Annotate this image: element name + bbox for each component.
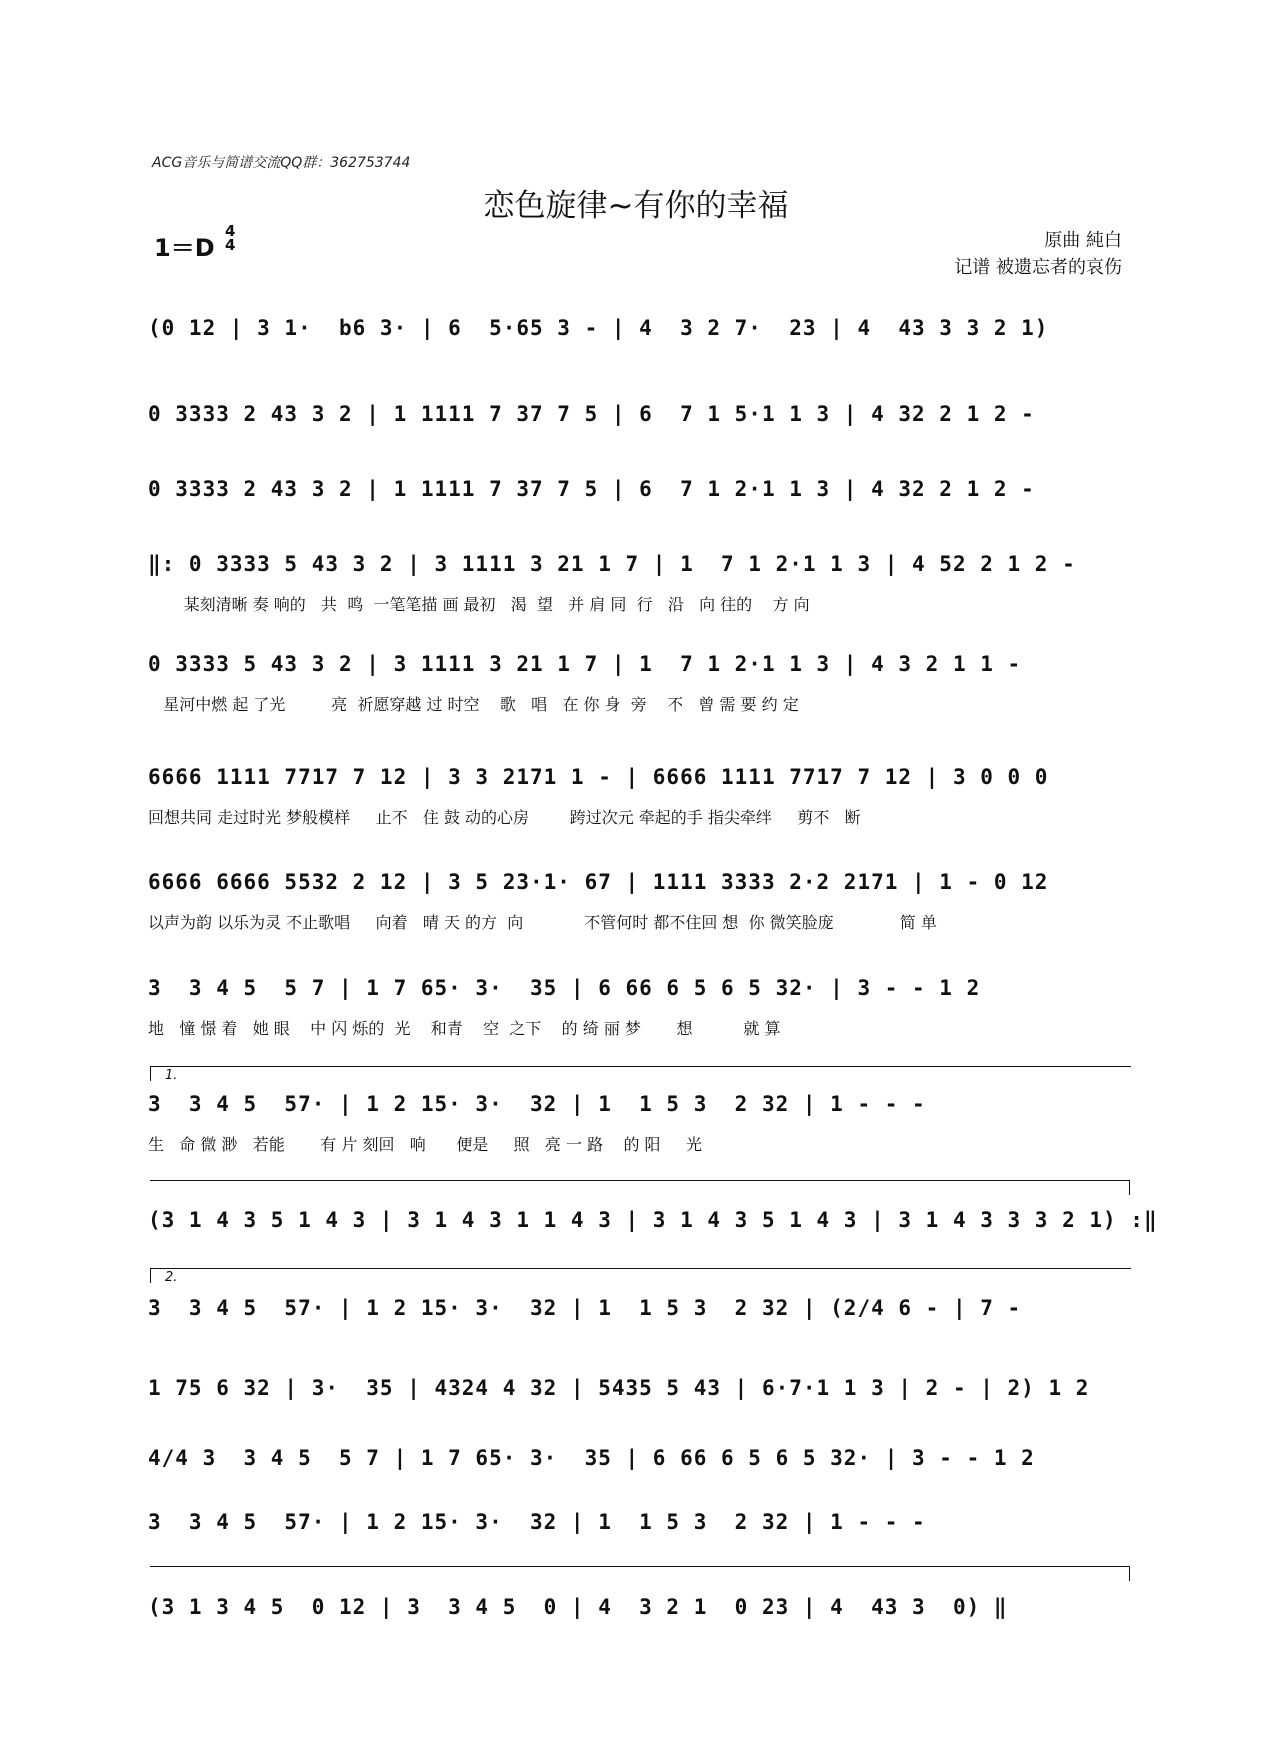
notes: (3 1 3 4 5 0 12 | 3 3 4 5 0 | 4 3 2 1 0 23 | 4 43 3 0) ‖ — [148, 1595, 1008, 1619]
lyrics: 回想共同 走过时光 梦般模样 止不 住 鼓 动的心房 跨过次元 牵起的手 指尖牵绊 剪不 断 — [148, 808, 861, 827]
time-bottom: 4 — [225, 236, 236, 254]
coda-bracket — [150, 1566, 1130, 1581]
notes: 6666 6666 5532 2 12 | 3 5 23·1· 67 | 1111 3333 2·2 2171 | 1 - 0 12 — [148, 870, 1049, 894]
notes: ‖: 0 3333 5 43 3 2 | 3 1111 3 21 1 7 | 1 7 1 2·1 1 3 | 4 52 2 1 2 - — [148, 552, 1076, 576]
lyrics: 星河中燃 起 了光 亮 祈愿穿越 过 时空 歌 唱 在 你 身 旁 不 曾 需 要 约 定 — [148, 695, 799, 714]
key-signature: 1＝D — [154, 234, 215, 262]
notes: (3 1 4 3 5 1 4 3 | 3 1 4 3 1 1 4 3 | 3 1 4 3 5 1 4 3 | 3 1 4 3 3 3 2 1) :‖ — [148, 1208, 1158, 1232]
time-signature — [225, 224, 235, 252]
song-title: 恋色旋律~有你的幸福 — [483, 188, 789, 224]
lyrics: 某刻清晰 奏 响的 共 鸣 一笔笔描 画 最初 渴 望 并 肩 同 行 沿 向 往的 方 向 — [148, 595, 810, 614]
bracket-close-mark — [1129, 1567, 1130, 1581]
volta-bracket-2 — [150, 1268, 1131, 1283]
time-top: 4 — [225, 222, 236, 240]
notes: 1 75 6 32 | 3· 35 | 4324 4 32 | 5435 5 43 | 6·7·1 1 3 | 2 - | 2) 1 2 — [148, 1376, 1090, 1400]
group-note: ACG音乐与简谱交流QQ群：362753744 — [152, 155, 411, 171]
notes: 6666 1111 7717 7 12 | 3 3 2171 1 - | 6666 1111 7717 7 12 | 3 0 0 0 — [148, 765, 1049, 789]
composer-credit: 原曲 純白 — [1044, 230, 1122, 251]
lyrics: 以声为韵 以乐为灵 不止歌唱 向着 晴 天 的方 向 不管何时 都不住回 想 你 微笑脸庞 简 单 — [148, 913, 937, 932]
volta-close-mark — [1129, 1181, 1130, 1195]
volta-label: 1. — [165, 1068, 178, 1083]
notes: 3 3 4 5 57· | 1 2 15· 3· 32 | 1 1 5 3 2 32 | 1 - - - — [148, 1510, 926, 1534]
notes: 0 3333 5 43 3 2 | 3 1111 3 21 1 7 | 1 7 1 2·1 1 3 | 4 3 2 1 1 - — [148, 652, 1022, 676]
volta-label: 2. — [165, 1270, 178, 1285]
notes: 4/4 3 3 4 5 5 7 | 1 7 65· 3· 35 | 6 66 6 5 6 5 32· | 3 - - 1 2 — [148, 1446, 1035, 1470]
notes: 3 3 4 5 57· | 1 2 15· 3· 32 | 1 1 5 3 2 32 | 1 - - - — [148, 1092, 926, 1116]
transcriber-credit: 记谱 被遗忘者的哀伤 — [954, 257, 1122, 278]
volta-bracket-1 — [150, 1066, 1131, 1081]
lyrics: 地 憧 憬 着 她 眼 中 闪 烁的 光 和青 空 之下 的 绮 丽 梦 想 就 算 — [148, 1019, 781, 1038]
lyrics: 生 命 微 渺 若能 有 片 刻回 响 便是 照 亮 一 路 的 阳 光 — [148, 1135, 702, 1154]
notes: (0 12 | 3 1· b6 3· | 6 5·65 3 - | 4 3 2 7· 23 | 4 43 3 3 2 1) — [148, 316, 1049, 340]
notes: 3 3 4 5 57· | 1 2 15· 3· 32 | 1 1 5 3 2 32 | (2/4 6 - | 7 - — [148, 1296, 1022, 1320]
credits — [954, 227, 1122, 281]
volta-bracket-1-close — [150, 1180, 1130, 1195]
notes: 0 3333 2 43 3 2 | 1 1111 7 37 7 5 | 6 7 1 2·1 1 3 | 4 32 2 1 2 - — [148, 477, 1035, 501]
notes: 3 3 4 5 5 7 | 1 7 65· 3· 35 | 6 66 6 5 6 5 32· | 3 - - 1 2 — [148, 976, 981, 1000]
notes: 0 3333 2 43 3 2 | 1 1111 7 37 7 5 | 6 7 1 5·1 1 3 | 4 32 2 1 2 - — [148, 402, 1035, 426]
